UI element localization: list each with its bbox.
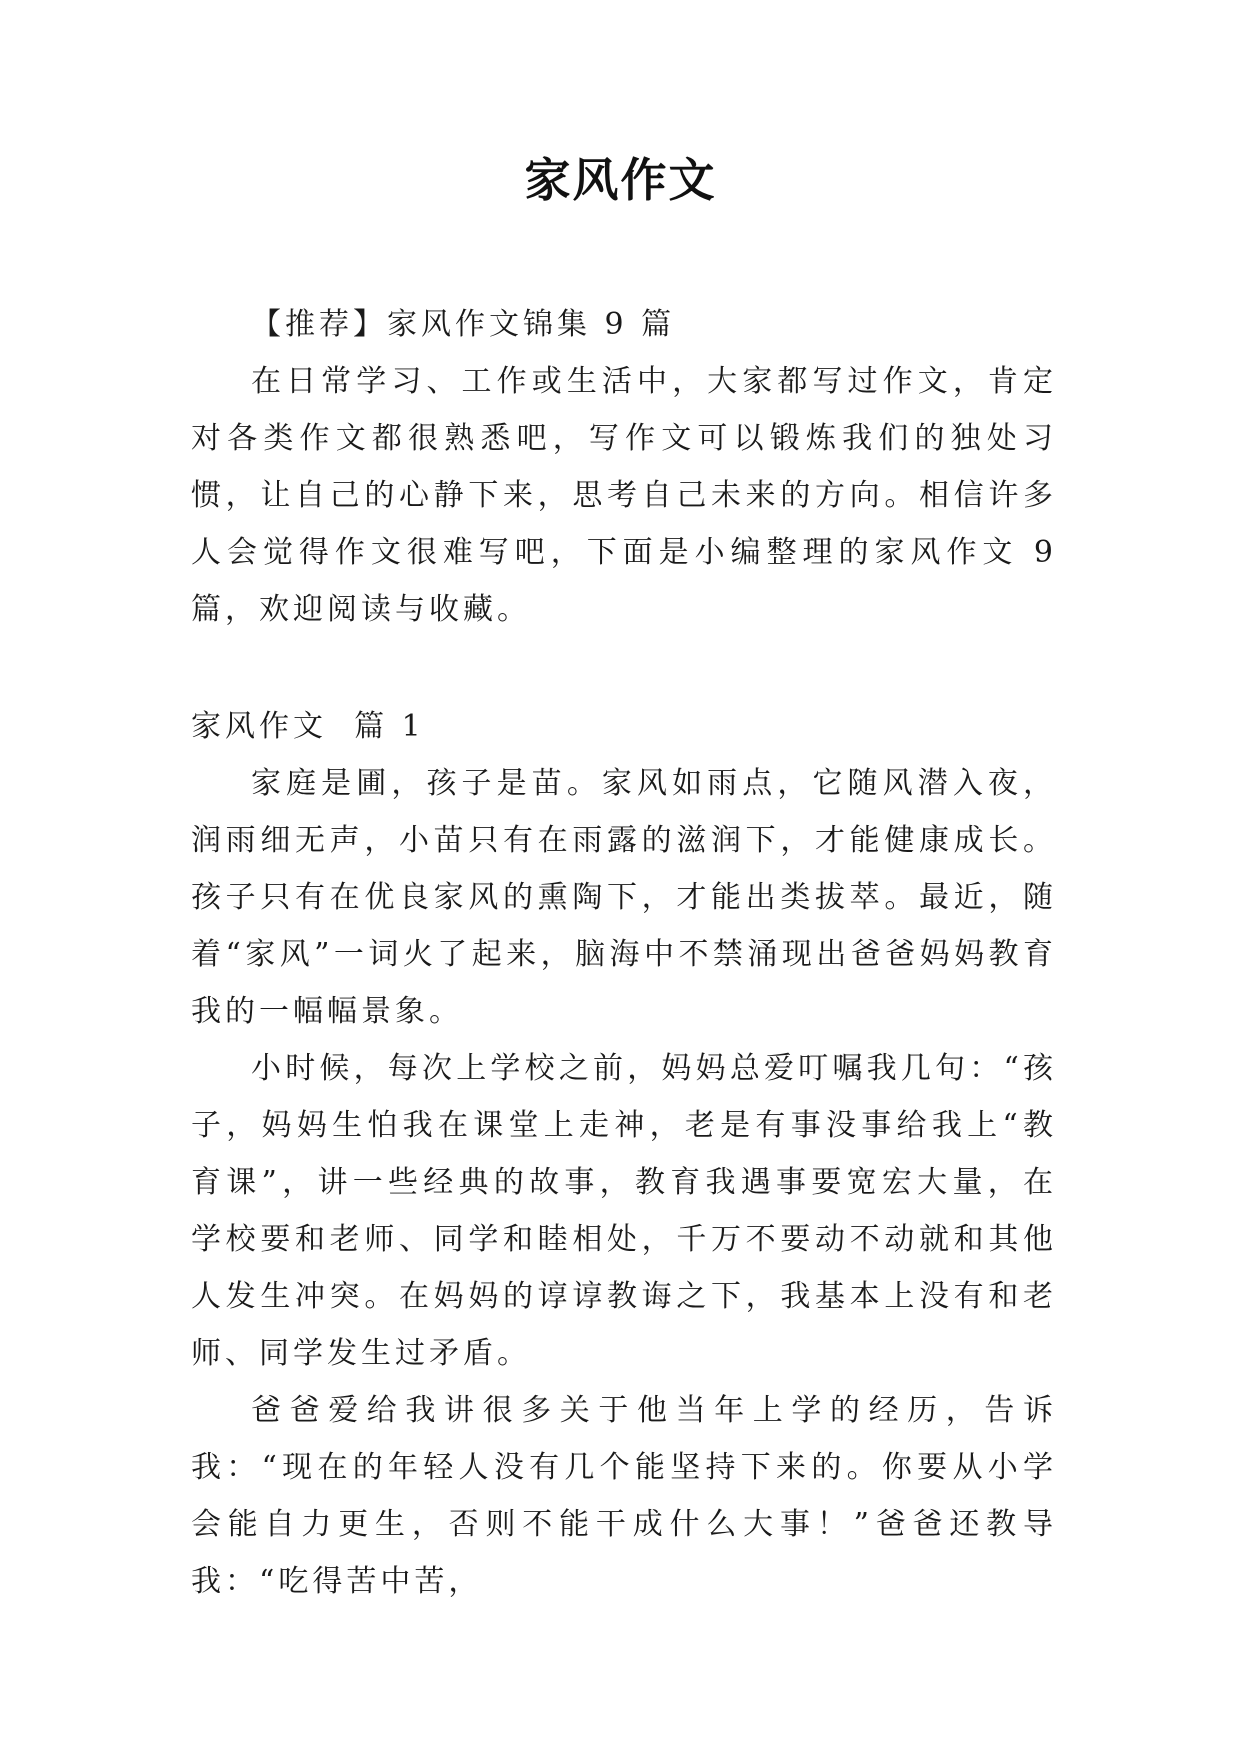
intro-paragraph: 在日常学习、工作或生活中，大家都写过作文，肯定对各类作文都很熟悉吧，写作文可以锻炼我们的独处习惯，让自己的心静下来，思考自己未来的方向。相信许多人会觉得作文很难写吧，下面是小编整理的家风作文 9 篇，欢迎阅读与收藏。 <box>191 364 1057 627</box>
section-paragraph-2: 小时候，每次上学校之前，妈妈总爱叮嘱我几句：“孩子，妈妈生怕我在课堂上走神，老是有事没事给我上“教育课”，讲一些经典的故事，教育我遇事要宽宏大量，在学校要和老师、同学和睦相处，千万不要动不动就和其他人发生冲突。在妈妈的谆谆教诲之下，我基本上没有和老师、同学发生过矛盾。 <box>191 1051 1057 1371</box>
document-title: 家风作文 <box>524 153 717 207</box>
section-heading: 家风作文 篇 1 <box>191 709 425 744</box>
section-paragraph-1: 家庭是圃，孩子是苗。家风如雨点，它随风潜入夜，润雨细无声，小苗只有在雨露的滋润下，才能健康成长。孩子只有在优良家风的熏陶下，才能出类拔萃。最近，随着“家风”一词火了起来，脑海中不禁涌现出爸爸妈妈教育我的一幅幅景象。 <box>191 766 1057 1029</box>
section-1 <box>191 698 1057 1610</box>
section-paragraph-3: 爸爸爱给我讲很多关于他当年上学的经历，告诉我：“现在的年轻人没有几个能坚持下来的。你要从小学会能自力更生，否则不能干成什么大事！”爸爸还教导我：“吃得苦中苦， <box>191 1393 1057 1599</box>
intro-block <box>191 296 1057 638</box>
recommend-line: 【推荐】家风作文锦集 9 篇 <box>251 307 676 342</box>
